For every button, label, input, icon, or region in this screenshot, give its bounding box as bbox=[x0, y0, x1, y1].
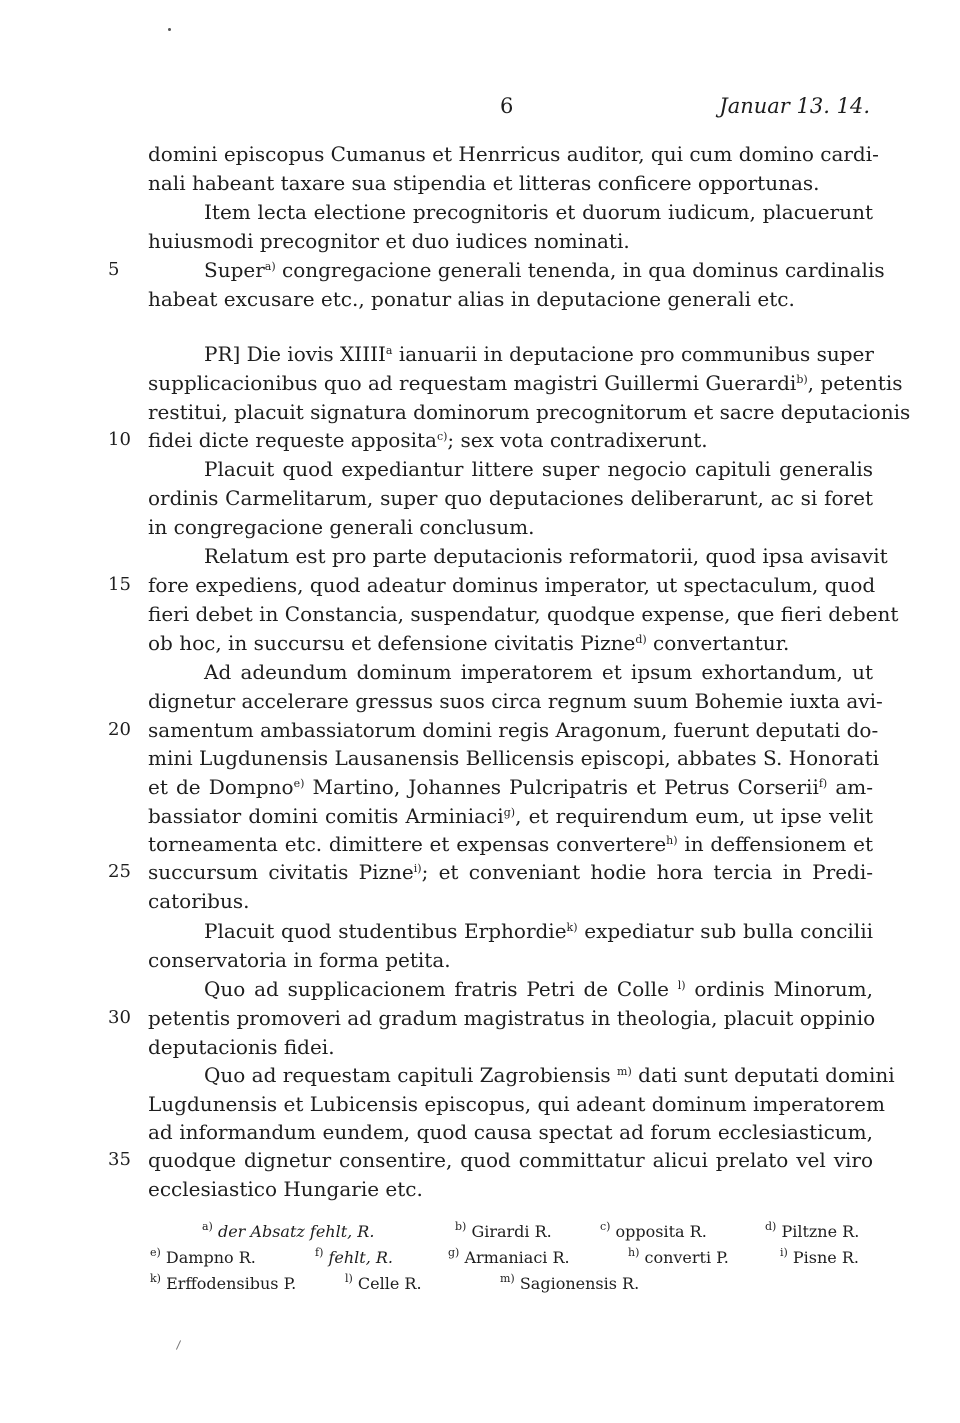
text-line: succursum civitatis Pizne$^{i)}$; et conveniant hodie hora tercia in Predi- bbox=[148, 860, 873, 884]
scan-speck bbox=[168, 28, 171, 31]
text-line: catoribus. bbox=[148, 889, 250, 913]
line-number: 20 bbox=[108, 719, 131, 740]
line-number: 10 bbox=[108, 429, 131, 450]
text-line: huiusmodi precognitor et duo iudices nominati. bbox=[148, 229, 630, 253]
text-line: ob hoc, in succursu et defensione civitatis Pizne$^{d)}$ convertantur. bbox=[148, 631, 790, 655]
text-line: et de Dompno$^{e)}$ Martino, Johannes Pulcripatris et Petrus Corserii$^{f)}$ am- bbox=[148, 775, 874, 799]
text-line: Ad adeundum dominum imperatorem et ipsum exhortandum, ut bbox=[204, 660, 873, 684]
text-line: Relatum est pro parte deputacionis reformatorii, quod ipsa avisavit bbox=[204, 544, 888, 568]
footnote: $^{b)}$ Girardi R. bbox=[455, 1220, 552, 1241]
line-number: 35 bbox=[108, 1149, 131, 1170]
line-number: 15 bbox=[108, 574, 131, 595]
text-line: quodque dignetur consentire, quod committatur alicui prelato vel viro bbox=[148, 1148, 873, 1172]
text-line: Placuit quod expediantur littere super negocio capituli generalis bbox=[204, 457, 873, 481]
footnote: $^{l)}$ Celle R. bbox=[345, 1272, 422, 1293]
text-line: ecclesiastico Hungarie etc. bbox=[148, 1177, 423, 1201]
text-line: deputacionis fidei. bbox=[148, 1035, 335, 1059]
text-line: Super$^{a)}$ congregacione generali tenenda, in qua dominus cardinalis bbox=[204, 258, 885, 282]
text-line: fidei dicte requeste apposita$^{c)}$; sex vota contradixerunt. bbox=[148, 428, 708, 452]
footnote: $^{a)}$ der Absatz fehlt, R. bbox=[202, 1220, 375, 1241]
text-line: samentum ambassiatorum domini regis Aragonum, fuerunt deputati do- bbox=[148, 718, 879, 742]
scan-mark bbox=[176, 1340, 181, 1349]
text-line: mini Lugdunensis Lausanensis Bellicensis episcopi, abbates S. Honorati bbox=[148, 746, 880, 770]
footnote: $^{f)}$ fehlt, R. bbox=[315, 1246, 394, 1267]
text-line: Quo ad requestam capituli Zagrobiensis $^{m)}$ dati sunt deputati domini bbox=[204, 1063, 895, 1087]
line-number: 5 bbox=[108, 259, 120, 280]
text-line: fieri debet in Constancia, suspendatur, quodque expense, que fieri debent bbox=[148, 602, 899, 626]
text-line: nali habeant taxare sua stipendia et litteras conficere opportunas. bbox=[148, 171, 820, 195]
line-number: 30 bbox=[108, 1007, 131, 1028]
text-line: Placuit quod studentibus Erphordie$^{k)}$ expediatur sub bulla concilii bbox=[204, 919, 873, 943]
text-line: petentis promoveri ad gradum magistratus in theologia, placuit oppinio bbox=[148, 1006, 876, 1030]
line-number: 25 bbox=[108, 861, 131, 882]
text-line: fore expediens, quod adeatur dominus imperator, ut spectaculum, quod bbox=[148, 573, 876, 597]
text-line: Quo ad supplicacionem fratris Petri de Colle $^{l)}$ ordinis Minorum, bbox=[204, 977, 874, 1001]
footnote: $^{h)}$ converti P. bbox=[628, 1246, 729, 1267]
text-line: ad informandum eundem, quod causa spectat ad forum ecclesiasticum, bbox=[148, 1120, 873, 1144]
text-line: restitui, placuit signatura dominorum precognitorum et sacre deputacionis bbox=[148, 400, 911, 424]
footnote: $^{i)}$ Pisne R. bbox=[780, 1246, 859, 1267]
text-line: Lugdunensis et Lubicensis episcopus, qui adeant dominum imperatorem bbox=[148, 1092, 885, 1116]
text-line: conservatoria in forma petita. bbox=[148, 948, 451, 972]
text-line: Item lecta electione precognitoris et duorum iudicum, placuerunt bbox=[204, 200, 873, 224]
page-number: 6 bbox=[500, 94, 514, 118]
footnote: $^{k)}$ Erffodensibus P. bbox=[150, 1272, 297, 1293]
text-line: bassiator domini comitis Arminiaci$^{g)}$, et requirendum eum, ut ipse velit bbox=[148, 804, 874, 828]
text-line: supplicacionibus quo ad requestam magistri Guillermi Guerardi$^{b)}$, petentis bbox=[148, 371, 903, 395]
text-line: dignetur accelerare gressus suos circa regnum suum Bohemie iuxta avi- bbox=[148, 689, 883, 713]
text-line: PR] Die iovis XIIII$^a$ ianuarii in deputacione pro communibus super bbox=[204, 342, 874, 366]
footnote: $^{e)}$ Dampno R. bbox=[150, 1246, 256, 1267]
footnote: $^{m)}$ Sagionensis R. bbox=[500, 1272, 640, 1293]
footnote: $^{c)}$ opposita R. bbox=[600, 1220, 707, 1241]
text-line: domini episcopus Cumanus et Henrricus auditor, qui cum domino cardi- bbox=[148, 142, 879, 166]
text-line: ordinis Carmelitarum, super quo deputaciones deliberarunt, ac si foret bbox=[148, 486, 873, 510]
running-date: Januar 13. 14. bbox=[719, 94, 870, 118]
footnote: $^{g)}$ Armaniaci R. bbox=[448, 1246, 570, 1267]
text-line: habeat excusare etc., ponatur alias in deputacione generali etc. bbox=[148, 287, 795, 311]
text-line: in congregacione generali conclusum. bbox=[148, 515, 535, 539]
footnote: $^{d)}$ Piltzne R. bbox=[765, 1220, 860, 1241]
text-line: torneamenta etc. dimittere et expensas convertere$^{h)}$ in deffensionem et bbox=[148, 832, 873, 856]
